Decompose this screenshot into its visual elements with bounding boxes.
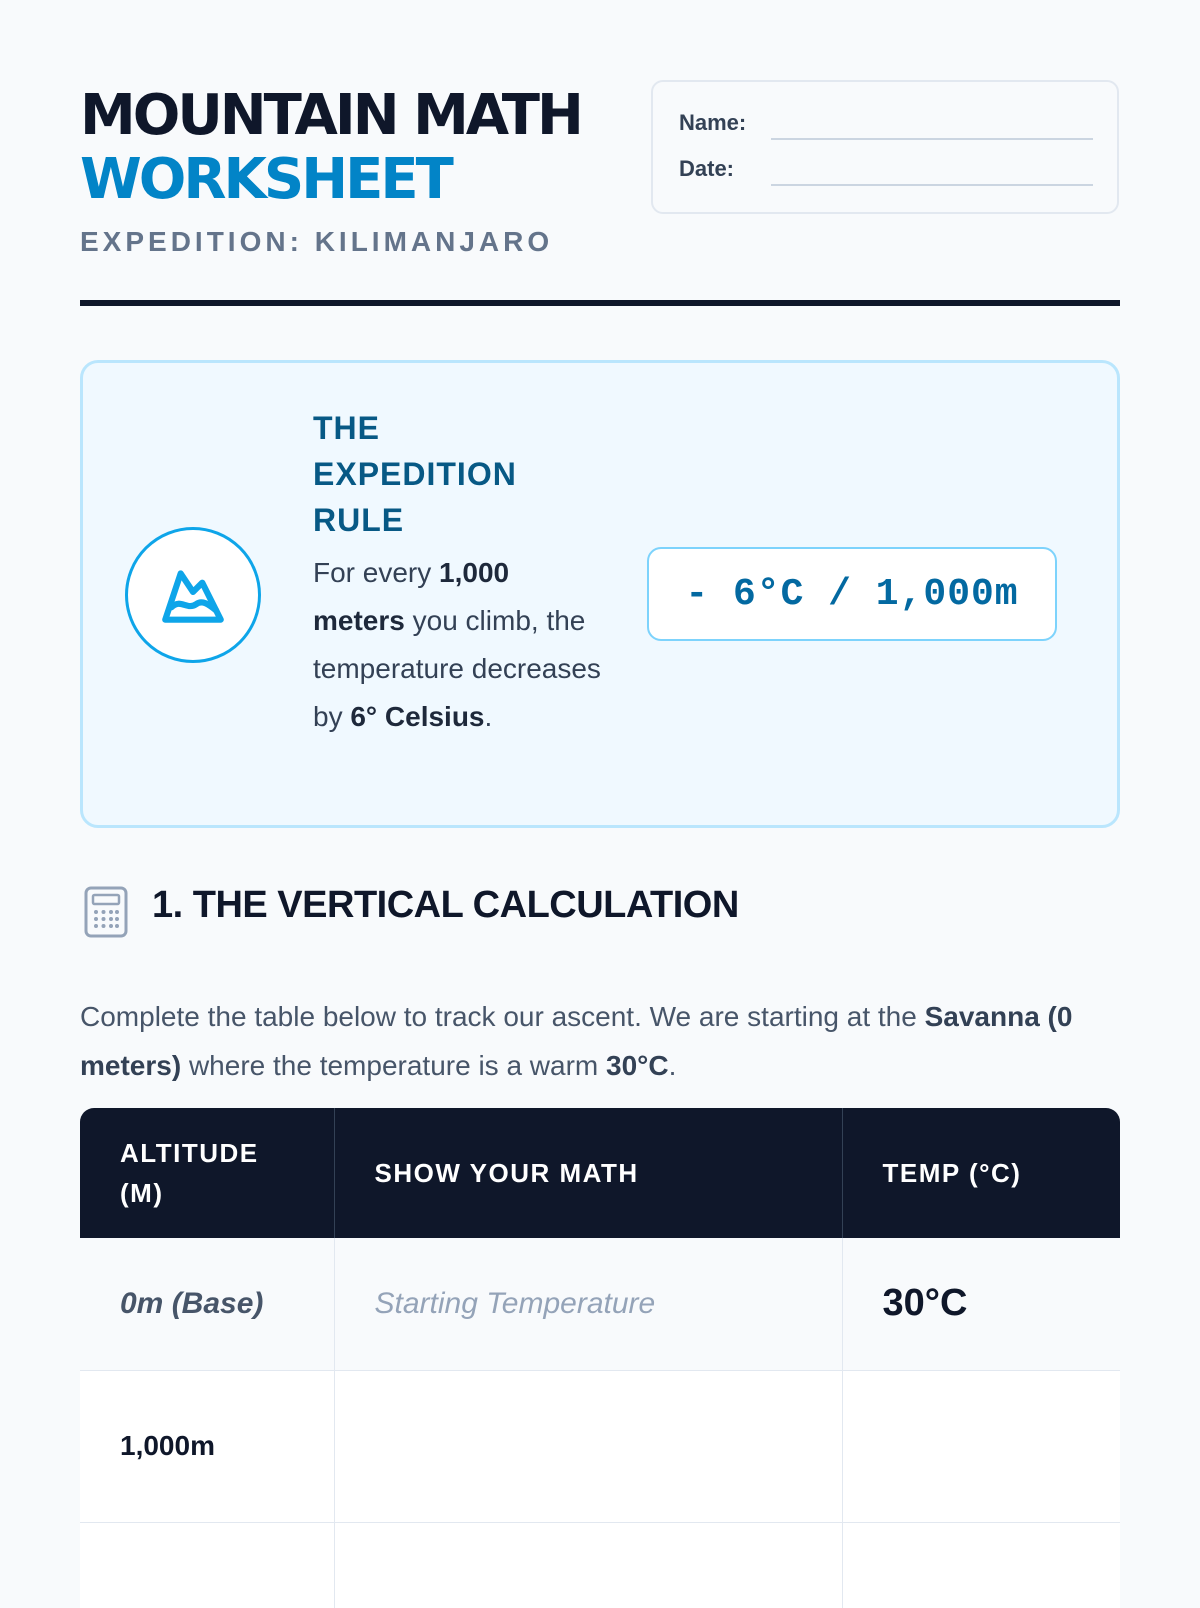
altitude-cell: 0m (Base) [80, 1238, 334, 1370]
table-row [80, 1370, 1120, 1522]
rule-heading-word: THE [313, 410, 380, 446]
instructions-part: Complete the table below to track our ascent. We are starting at the [80, 1001, 925, 1032]
rule-text-part: . [484, 701, 493, 732]
rule-formula: - 6°C / 1,000m [647, 547, 1057, 641]
rule-heading-word: EXPEDITION [313, 456, 517, 492]
math-cell[interactable] [334, 1522, 842, 1608]
date-field-row [679, 156, 1093, 186]
section-instructions [80, 992, 1080, 1090]
date-label: Date: [679, 156, 735, 181]
expedition-rule-card [80, 360, 1120, 828]
rule-heading [313, 405, 573, 543]
instructions-bold: Savanna (0 meters) [80, 1001, 1073, 1081]
title-line-2: WORKSHEET [80, 147, 451, 212]
header-math: SHOW YOUR MATH [334, 1108, 842, 1238]
instructions-part: where the temperature is a warm [181, 1050, 607, 1081]
mountain-badge [125, 527, 261, 663]
altitude-cell: 1,000m [80, 1370, 334, 1522]
mountain-icon [156, 558, 230, 632]
date-input-line[interactable] [771, 184, 1093, 186]
table-row [80, 1238, 1120, 1370]
title-line-1: MOUNTAIN MATH [80, 83, 581, 148]
header-divider [80, 300, 1120, 306]
ascent-table-wrap [80, 1108, 1120, 1608]
rule-text-part: you climb, the temperature decreases by [313, 605, 601, 732]
title-block [80, 84, 640, 212]
table-header-row [80, 1108, 1120, 1238]
name-date-box [651, 80, 1119, 214]
worksheet-page [80, 0, 1120, 1600]
calculator-icon [84, 886, 128, 938]
rule-description [313, 549, 603, 741]
rule-text-part: For every [313, 557, 440, 588]
expedition-subtitle: EXPEDITION: KILIMANJARO [80, 226, 554, 257]
temp-cell[interactable] [842, 1370, 1120, 1522]
table-row [80, 1522, 1120, 1608]
temp-cell[interactable] [842, 1522, 1120, 1608]
instructions-part: . [668, 1050, 677, 1081]
rule-text-bold: 6° Celsius [350, 701, 485, 732]
math-cell[interactable] [334, 1370, 842, 1522]
altitude-cell [80, 1522, 334, 1608]
math-cell: Starting Temperature [334, 1238, 842, 1370]
header-temp: TEMP (°C) [842, 1108, 1120, 1238]
section-header [80, 880, 1120, 940]
name-label: Name: [679, 110, 747, 135]
rule-heading-word: RULE [313, 502, 405, 538]
name-field-row [679, 110, 1093, 140]
section-title: 1. THE VERTICAL CALCULATION [152, 884, 739, 926]
temp-cell: 30°C [842, 1238, 1120, 1370]
header-altitude: ALTITUDE (M) [80, 1108, 334, 1238]
instructions-bold: 30°C [606, 1050, 669, 1081]
name-input-line[interactable] [771, 138, 1093, 140]
ascent-table [80, 1108, 1120, 1608]
rule-text-bold: 1,000 meters [313, 557, 510, 636]
